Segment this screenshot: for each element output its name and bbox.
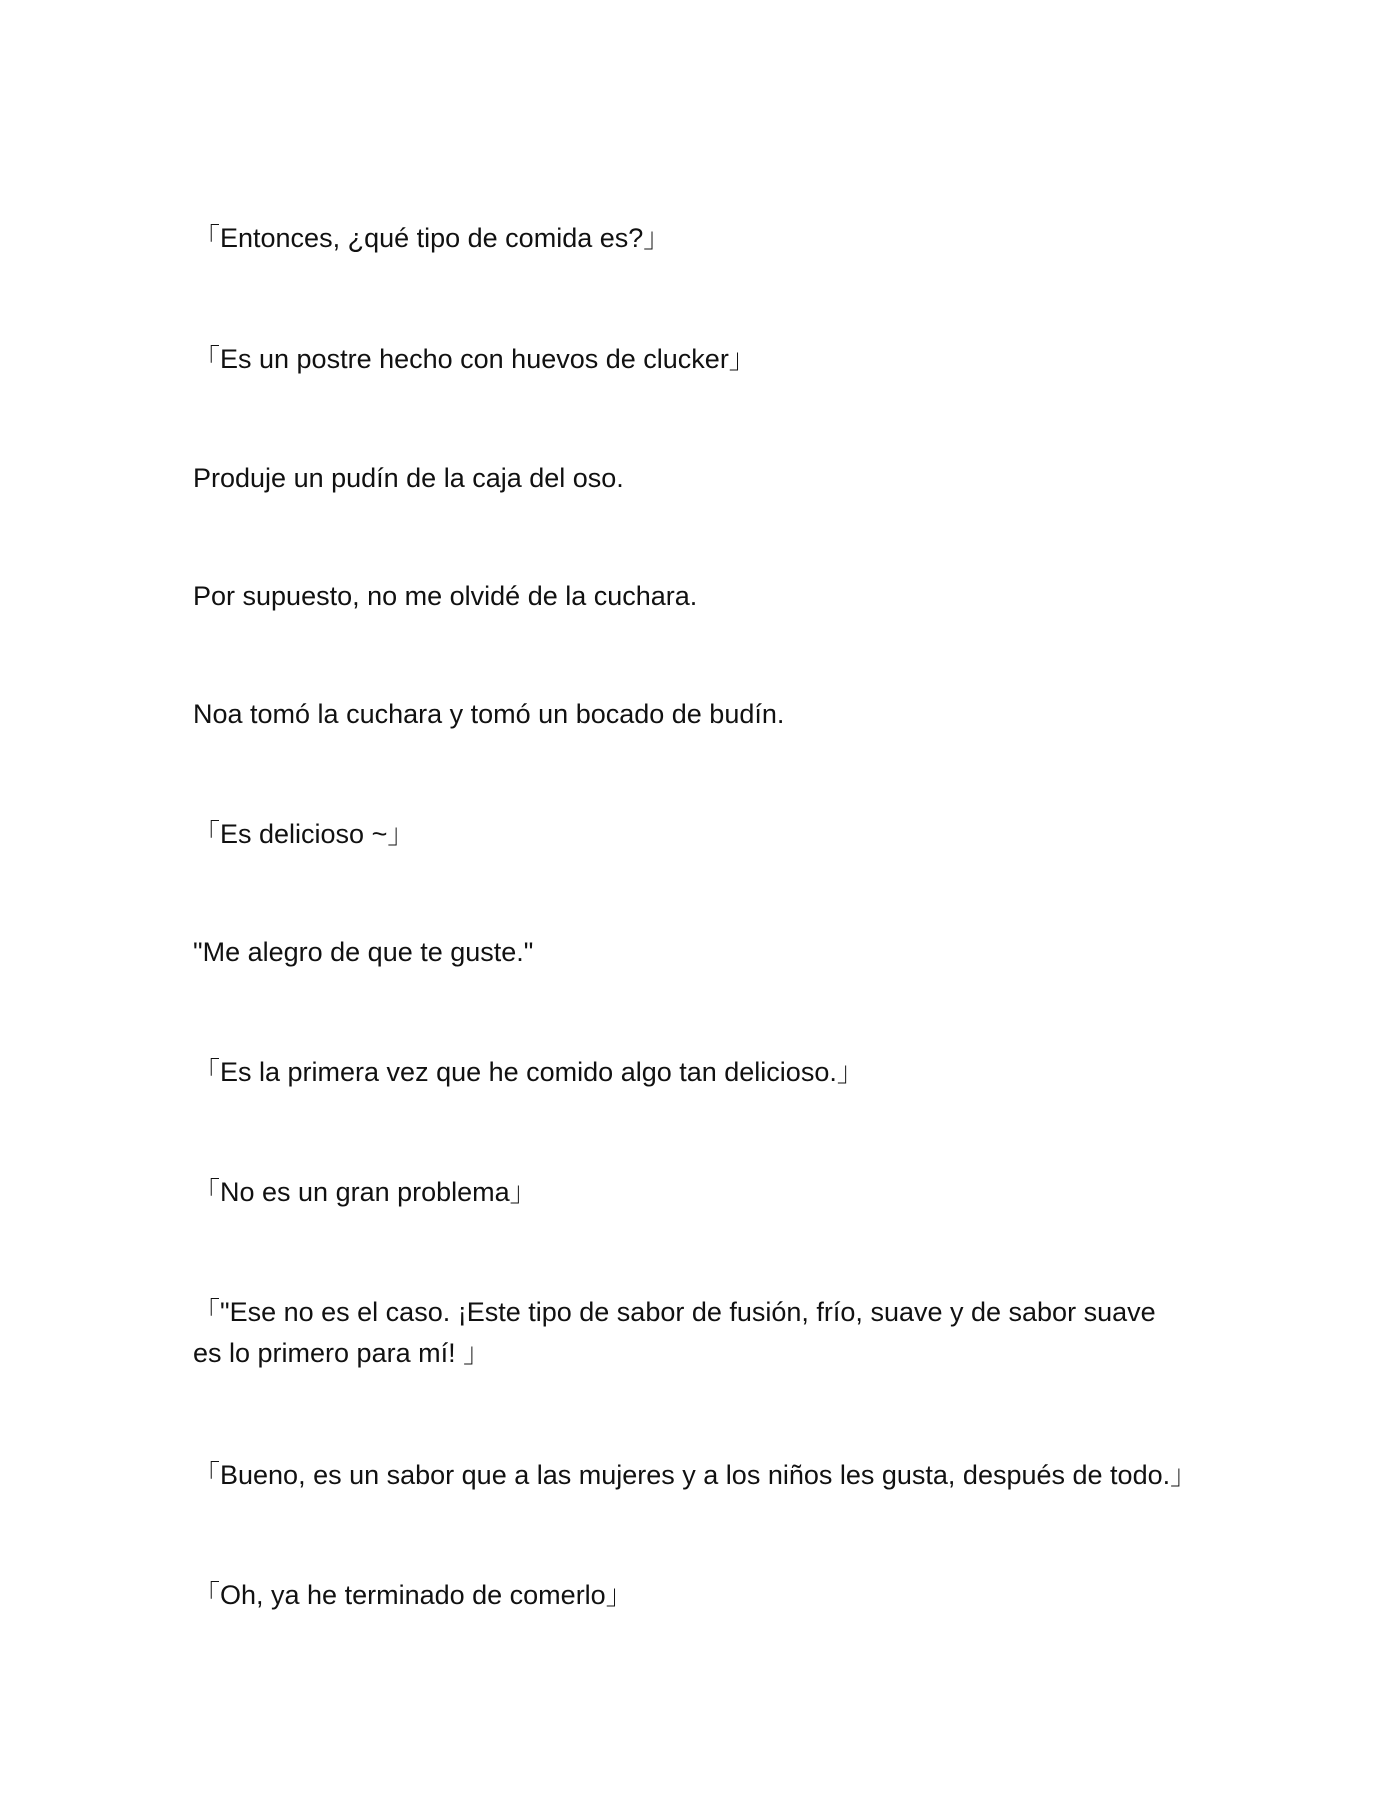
paragraph: Produje un pudín de la caja del oso. — [193, 463, 624, 493]
paragraph: Por supuesto, no me olvidé de la cuchara. — [193, 581, 698, 611]
paragraph: 「Es delicioso ~」 — [193, 819, 415, 849]
paragraph: 「"Ese no es el caso. ¡Este tipo de sabor de fusión, frío, suave y de sabor suave es lo primero para mí! 」 — [193, 1297, 1156, 1368]
paragraph: 「No es un gran problema」 — [193, 1177, 537, 1207]
paragraph: "Me alegro de que te guste." — [193, 937, 534, 967]
paragraph: 「Bueno, es un sabor que a las mujeres y a los niños les gusta, después de todo.」 — [193, 1460, 1198, 1490]
paragraph: 「Es un postre hecho con huevos de clucker」 — [193, 344, 756, 374]
paragraph: Noa tomó la cuchara y tomó un bocado de budín. — [193, 699, 785, 729]
paragraph: 「Es la primera vez que he comido algo tan delicioso.」 — [193, 1057, 864, 1087]
paragraph: 「Entonces, ¿qué tipo de comida es?」 — [193, 223, 671, 253]
paragraph: 「Oh, ya he terminado de comerlo」 — [193, 1580, 633, 1610]
